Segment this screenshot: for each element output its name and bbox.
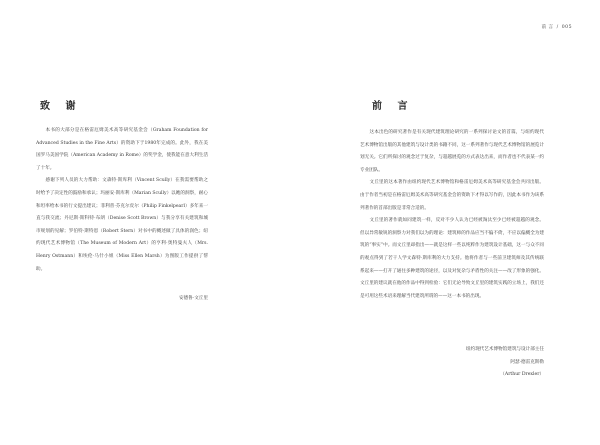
acknowledgements-paragraph-2: 感谢下列人员的大力帮助：文森特·斯库利（Vincent Scully）在我需要帮助之时给予了决定性的鼓励和承认；玛丽安·斯库利（Marian Scully）以她的洞察，耐心和坦率给本书的行文提出建议；菲利普·芬克尔皮尔（Philip Finkelpearl）多年来一直与我交流；丹尼斯·斯科特·布朗（Denise Scott Brown）与我分享有关建筑和城市规划的见解；罗伯特·斯特恩（Robert Stern）对书中的概述做了具体的润色；纽约现代艺术博物馆（The Museum of Modern Art）的亨利·奥特曼夫人（Mrs. Henry Ostmann）和埃伦·马什小姐（Miss Ellen Marsh）为图版工作提供了帮助。 <box>36 178 208 272</box>
running-header <box>542 24 573 30</box>
signature-position: 纽约现代艺术博物馆建筑与设计部主任 <box>465 347 544 352</box>
header-separator: / <box>556 25 559 30</box>
acknowledgements-signature <box>179 293 208 306</box>
preface-paragraph-2: 文丘里的这本著作由纽约现代艺术博物馆和格雷厄姆美术高等研究基金会共同出版。由于作者当初是在格雷厄姆美术高等研究基金会的资助下才得以写作的，因此本书作为该系列著作的首部出版是非常合适的。 <box>360 180 544 211</box>
header-section-title: 前 言 <box>541 25 554 30</box>
preface-heading: 前 言 <box>372 101 414 112</box>
preface-signature <box>466 344 544 382</box>
preface-body <box>360 127 544 303</box>
preface-paragraph-3: 文丘里的著作就如同建筑一样，反对不少人认为已经被淘汰至少已经被超越的观念。但以异常敏锐的洞察力对我们以为的理论：建筑师的作品应当不偏不倚，不应以偏概全为建筑的“事实”中。而文丘里却指出——就是这样一些以纯粹作为建筑设计基础，这一与众不同的观点得到了若干人学文森特·斯库利的大力支持。他将作者与一些前卫建筑师及其传统联系起来——打开了通往多种建筑的途径，以及对复杂与矛盾性的关注——改了形象的强化。文丘里的建议就在他的作品中得到检验：它们无论导致文丘里的建筑实践的立场上，我们还是可用这些术语来理解当代建筑所谓的——这一本书的出现。 <box>360 218 544 299</box>
preface-paragraph-1: 这本出色的研究著作是有关现代建筑理论研究的一系列探讨论文的首篇，与纽约现代艺术博物馆出版的其他建筑与设计类的书籍不同，这一系列著作与现代艺术博物馆的展览计划无关。它们所探讨的观念过于复杂，与超越展览的方式表达出来，而作者也不代表某一约专业团队。 <box>360 130 544 173</box>
acknowledgements-body <box>36 125 208 276</box>
signature-author: 安德鲁·文丘里 <box>178 296 208 301</box>
acknowledgements-paragraph-1: 本书的大部分是在格雷厄姆美术高等研究基金会（Graham Foundation for Advanced Studies in the Fine Arts）的资助下于1980年完成的。此外，我在美国罗马美国学院（American Academy in Rome）的奖学金，使我能在意大利生活了十年。 <box>36 128 208 171</box>
header-page-number: 005 <box>561 25 572 30</box>
acknowledgements-heading: 致 谢 <box>40 101 82 112</box>
signature-name-english: （Arthur Drexler） <box>500 372 544 378</box>
signature-name-chinese: 阿瑟·德雷克斯勒 <box>510 359 544 365</box>
right-page <box>300 0 600 445</box>
